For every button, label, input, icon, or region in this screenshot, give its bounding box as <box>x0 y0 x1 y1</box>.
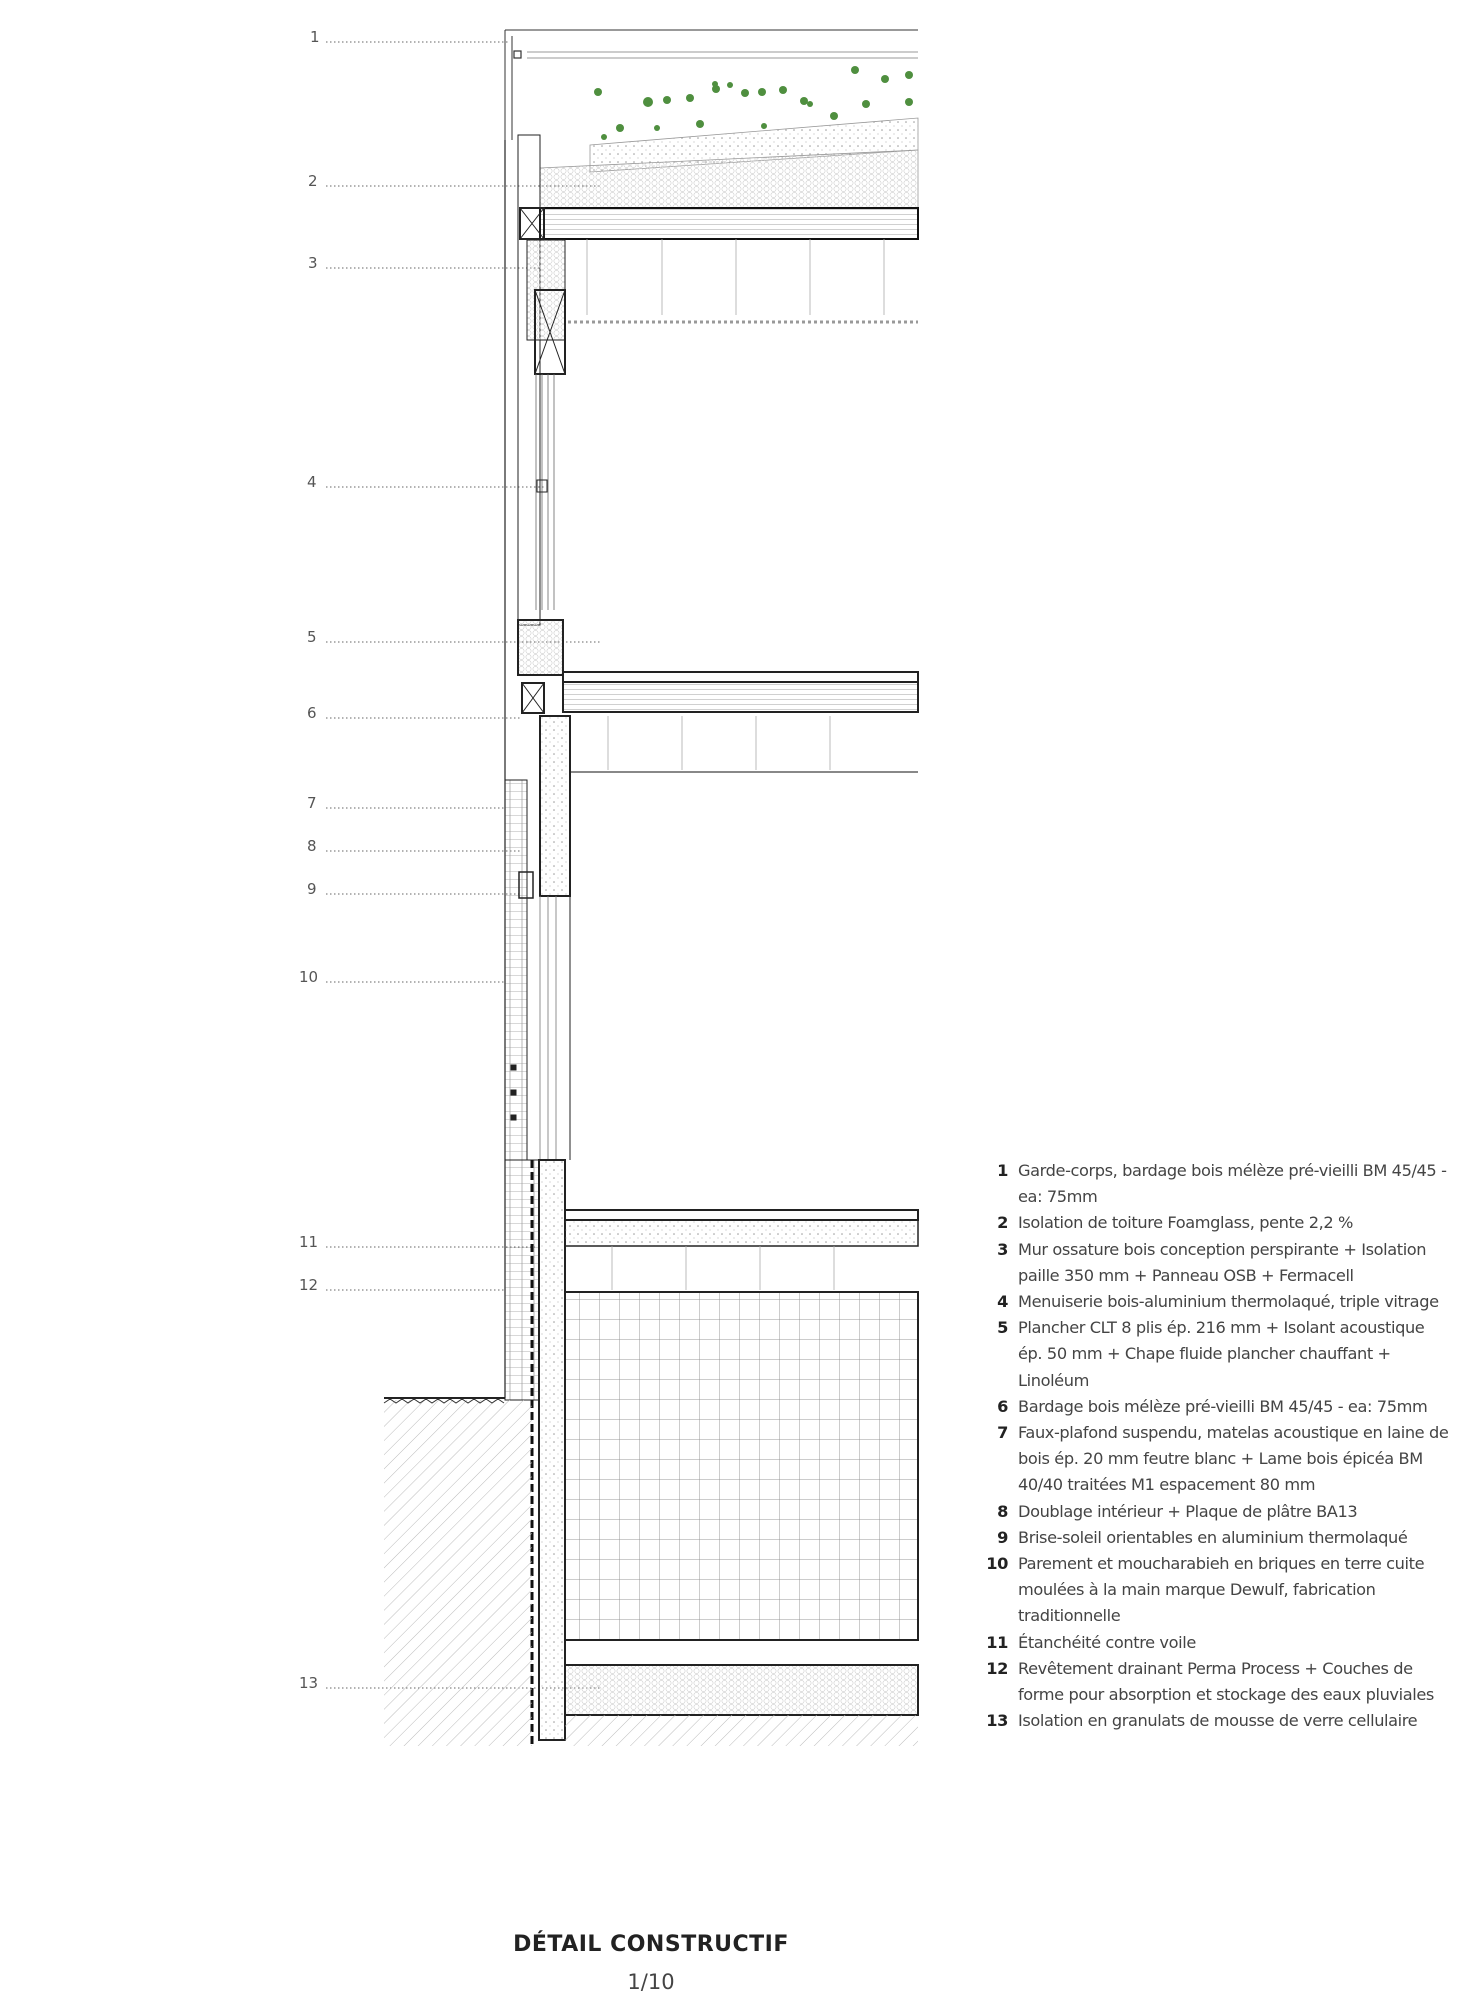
legend-item <box>972 1315 1442 1394</box>
callout-2: 2 <box>308 172 318 190</box>
legend-text <box>1018 1420 1448 1499</box>
legend-item <box>972 1237 1442 1289</box>
legend-item <box>972 1499 1442 1525</box>
legend-line: Plancher CLT 8 plis ép. 216 mm + Isolant acoustique <box>1018 1318 1425 1338</box>
callout-12: 12 <box>299 1276 319 1294</box>
legend-text <box>1018 1210 1353 1236</box>
drawing-title: DÉTAIL CONSTRUCTIF <box>513 1932 789 1957</box>
legend-line: Isolation de toiture Foamglass, pente 2,2 % <box>1018 1213 1354 1233</box>
legend-text <box>1018 1551 1424 1630</box>
callout-13: 13 <box>299 1674 319 1692</box>
legend-number: 13 <box>986 1711 1008 1731</box>
wall-section <box>505 135 918 1398</box>
legend-text <box>1018 1158 1447 1210</box>
callout-6: 6 <box>307 704 317 722</box>
legend-line: Menuiserie bois-aluminium thermolaqué, triple vitrage <box>1018 1292 1439 1312</box>
legend-number: 8 <box>997 1501 1008 1521</box>
legend-text <box>1018 1630 1196 1656</box>
legend-text <box>1018 1708 1417 1734</box>
legend-text <box>1018 1315 1424 1394</box>
basement-section <box>384 1160 918 1746</box>
legend-line: Brise-soleil orientables en aluminium thermolaqué <box>1018 1527 1408 1547</box>
legend-text <box>1018 1237 1426 1289</box>
legend-line: ea: 75mm <box>1018 1187 1098 1207</box>
callout-5: 5 <box>307 628 317 646</box>
legend-text <box>1018 1656 1434 1708</box>
legend-line: Étanchéité contre voile <box>1018 1632 1196 1652</box>
callout-10: 10 <box>299 968 319 986</box>
callout-9: 9 <box>307 880 317 898</box>
callout-4: 4 <box>307 473 317 491</box>
legend-number: 2 <box>997 1213 1008 1233</box>
callout-11: 11 <box>299 1233 319 1251</box>
legend-line: Doublage intérieur + Plaque de plâtre BA13 <box>1018 1501 1358 1521</box>
legend-text <box>1018 1499 1357 1525</box>
callout-3: 3 <box>308 254 318 272</box>
legend-item <box>972 1551 1442 1630</box>
legend-item <box>972 1158 1447 1210</box>
callout-7: 7 <box>307 794 317 812</box>
legend-line: 40/40 traitées M1 espacement 80 mm <box>1018 1475 1316 1495</box>
legend-item <box>972 1708 1442 1734</box>
legend-number: 1 <box>997 1161 1008 1180</box>
legend-item <box>972 1630 1442 1656</box>
legend-line: moulées à la main marque Dewulf, fabrication <box>1018 1580 1376 1600</box>
legend-number: 11 <box>986 1632 1008 1652</box>
legend-number: 4 <box>997 1292 1008 1312</box>
legend-line: Isolation en granulats de mousse de verre cellulaire <box>1018 1711 1418 1731</box>
legend-number: 9 <box>997 1527 1008 1547</box>
legend-line: Garde-corps, bardage bois mélèze pré-vieilli BM 45/45 - <box>1018 1161 1447 1180</box>
legend-line: Linoléum <box>1018 1370 1089 1390</box>
legend-item <box>972 1656 1442 1708</box>
legend-line: Faux-plafond suspendu, matelas acoustique en laine de <box>1018 1423 1449 1443</box>
legend-item <box>972 1210 1442 1236</box>
legend-line: forme pour absorption et stockage des eaux pluviales <box>1018 1685 1434 1705</box>
legend-line: ép. 50 mm + Chape fluide plancher chauffant + <box>1018 1344 1391 1364</box>
legend-line: paille 350 mm + Panneau OSB + Fermacell <box>1018 1265 1354 1285</box>
legend-item <box>972 1525 1442 1551</box>
legend-text <box>1018 1289 1439 1315</box>
legend-item <box>972 1394 1442 1420</box>
legend-number: 6 <box>997 1396 1008 1416</box>
legend-line: traditionnelle <box>1018 1606 1121 1626</box>
legend-number: 10 <box>986 1554 1008 1574</box>
legend-text <box>1018 1525 1407 1551</box>
legend-line: Revêtement drainant Perma Process + Couches de <box>1018 1658 1413 1678</box>
legend-number: 12 <box>986 1658 1008 1678</box>
legend-item <box>972 1420 1449 1499</box>
legend-line: bois ép. 20 mm feutre blanc + Lame bois épicéa BM <box>1018 1449 1423 1469</box>
legend-text <box>1018 1394 1427 1420</box>
legend-number: 3 <box>997 1239 1008 1259</box>
legend-line: Mur ossature bois conception perspirante + Isolation <box>1018 1239 1427 1259</box>
legend-line: Parement et moucharabieh en briques en terre cuite <box>1018 1554 1425 1574</box>
legend <box>972 1158 1449 1734</box>
legend-number: 5 <box>997 1318 1008 1338</box>
drawing-scale: 1/10 <box>627 1970 675 1994</box>
callout-8: 8 <box>307 837 317 855</box>
legend-line: Bardage bois mélèze pré-vieilli BM 45/45 - ea: 75mm <box>1018 1396 1428 1416</box>
legend-item <box>972 1289 1442 1315</box>
legend-number: 7 <box>997 1423 1008 1443</box>
callout-1: 1 <box>310 28 320 46</box>
